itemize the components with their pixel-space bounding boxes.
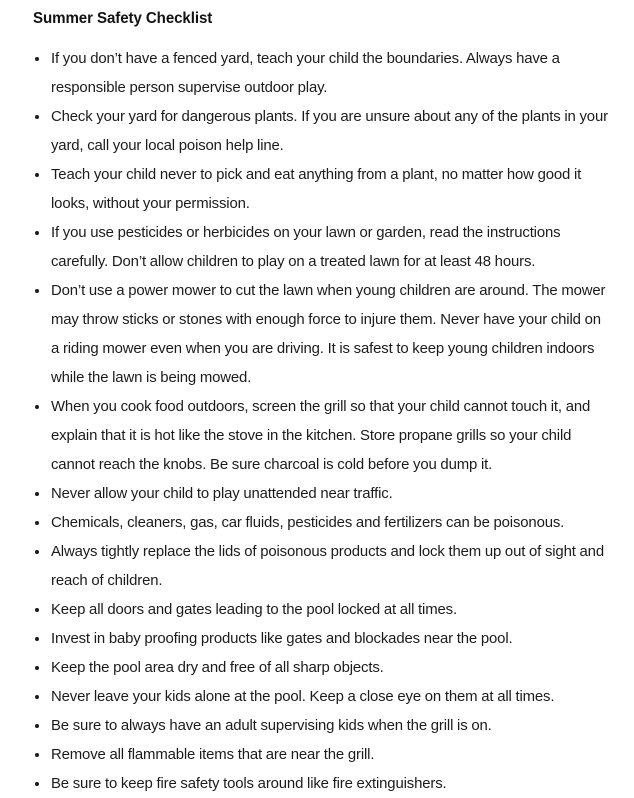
list-item-text: Chemicals, cleaners, gas, car fluids, pesticides and fertilizers can be poisonous. (51, 514, 565, 531)
page-title: Summer Safety Checklist (33, 10, 213, 27)
list-item-text: Teach your child never to pick and eat anything from a plant, no matter how good it looks, without your permission. (51, 166, 582, 212)
bullet-icon (35, 115, 39, 119)
bullet-icon (35, 753, 39, 757)
list-item-text: Never allow your child to play unattended near traffic. (51, 485, 393, 502)
list-item-text: Don’t use a power mower to cut the lawn when young children are around. The mower may throw sticks or stones with enough force to injure them. Never have your child on a riding mower even when you are driving. It is safest to keep young children indoors while the lawn is being mowed. (51, 282, 606, 386)
list-item (0, 711, 634, 740)
bullet-icon (35, 405, 39, 409)
bullet-icon (35, 492, 39, 496)
list-item-text: Never leave your kids alone at the pool. Keep a close eye on them at all times. (51, 688, 555, 705)
bullet-icon (35, 231, 39, 235)
bullet-icon (35, 637, 39, 641)
list-item (0, 595, 634, 624)
list-item (0, 624, 634, 653)
list-item-text: Invest in baby proofing products like gates and blockades near the pool. (51, 630, 513, 647)
list-item-text: If you use pesticides or herbicides on your lawn or garden, read the instructions carefully. Don’t allow children to play on a treated lawn for at least 48 hours. (51, 224, 561, 270)
list-item (0, 653, 634, 682)
list-item (0, 769, 634, 798)
list-item (0, 682, 634, 711)
list-item (0, 537, 634, 595)
bullet-icon (35, 550, 39, 554)
list-item-text: When you cook food outdoors, screen the grill so that your child cannot touch it, and explain that it is hot like the stove in the kitchen. Store propane grills so your child cannot reach the knobs. Be sure charcoal is cold before you dump it. (51, 398, 591, 473)
list-item (0, 44, 634, 102)
list-item (0, 276, 634, 392)
list-item-text: Keep all doors and gates leading to the pool locked at all times. (51, 601, 457, 618)
bullet-icon (35, 724, 39, 728)
bullet-icon (35, 695, 39, 699)
list-item (0, 392, 634, 479)
list-item-text: If you don’t have a fenced yard, teach your child the boundaries. Always have a responsible person supervise outdoor play. (51, 50, 560, 96)
list-item (0, 508, 634, 537)
list-item-text: Always tightly replace the lids of poisonous products and lock them up out of sight and reach of children. (51, 543, 604, 589)
bullet-icon (35, 521, 39, 525)
bullet-icon (35, 666, 39, 670)
list-item-text: Be sure to always have an adult supervising kids when the grill is on. (51, 717, 492, 734)
list-item (0, 102, 634, 160)
list-item-text: Remove all flammable items that are near the grill. (51, 746, 375, 763)
list-item (0, 740, 634, 769)
list-item-text: Be sure to keep fire safety tools around like fire extinguishers. (51, 775, 447, 792)
safety-checklist (0, 44, 634, 798)
bullet-icon (35, 608, 39, 612)
list-item-text: Keep the pool area dry and free of all sharp objects. (51, 659, 384, 676)
list-item-text: Check your yard for dangerous plants. If you are unsure about any of the plants in your yard, call your local poison help line. (51, 108, 608, 154)
bullet-icon (35, 289, 39, 293)
list-item (0, 479, 634, 508)
bullet-icon (35, 173, 39, 177)
bullet-icon (35, 782, 39, 786)
list-item (0, 218, 634, 276)
list-item (0, 160, 634, 218)
bullet-icon (35, 57, 39, 61)
